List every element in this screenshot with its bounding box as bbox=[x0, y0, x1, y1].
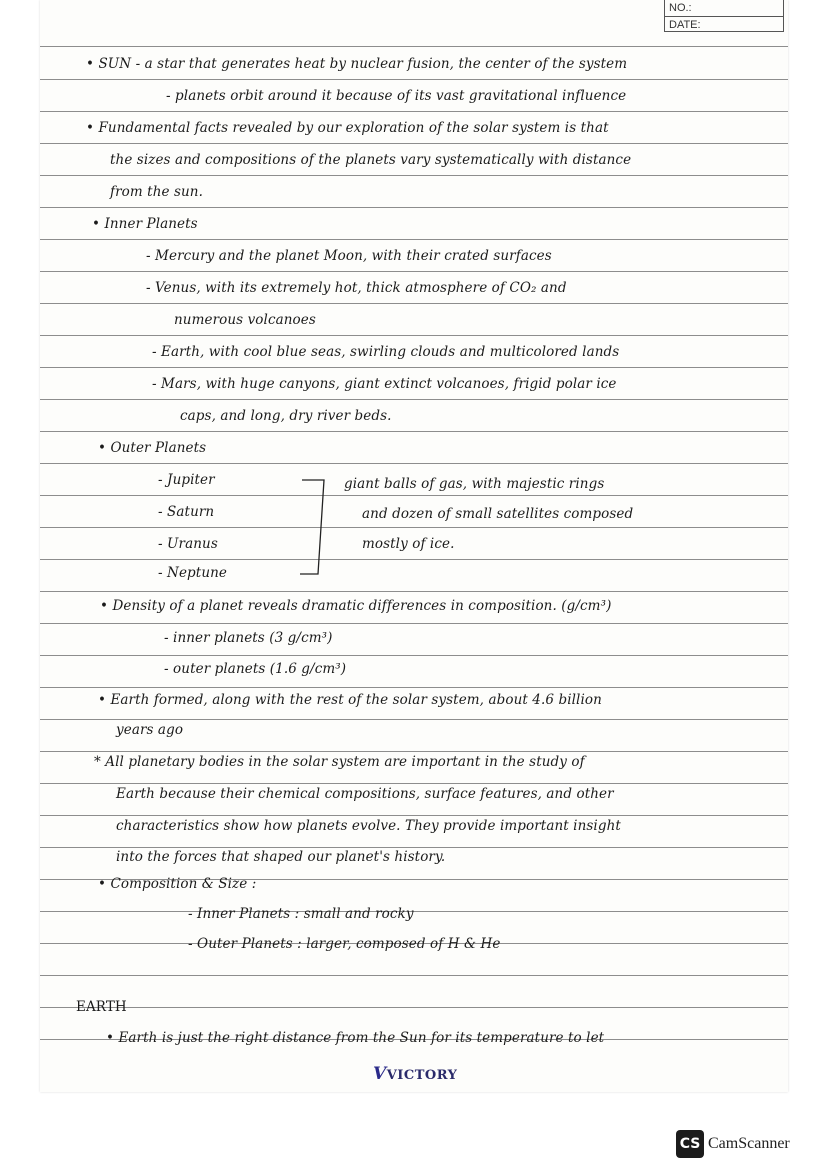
note-line-neptune: - Neptune bbox=[158, 565, 227, 581]
note-line-volcanoes: numerous volcanoes bbox=[174, 312, 316, 328]
victory-wordmark: VICTORY bbox=[386, 1068, 458, 1083]
heading-composition-size: • Composition & Size : bbox=[98, 876, 257, 892]
note-line-planetary-bodies: * All planetary bodies in the solar system are important in the study of bbox=[94, 754, 585, 770]
ruled-line bbox=[40, 207, 788, 208]
victory-brand bbox=[373, 1064, 457, 1084]
bracket-stroke bbox=[300, 480, 324, 574]
note-line-density: • Density of a planet reveals dramatic differences in composition. (g/cm³) bbox=[100, 598, 612, 614]
ruled-line bbox=[40, 655, 788, 656]
note-line-chemical: Earth because their chemical compositions, surface features, and other bbox=[116, 786, 614, 802]
ruled-line bbox=[40, 847, 788, 848]
ruled-line bbox=[40, 623, 788, 624]
ruled-line bbox=[40, 303, 788, 304]
note-line-jupiter: - Jupiter bbox=[158, 472, 215, 488]
note-line-mars: - Mars, with huge canyons, giant extinct volcanoes, frigid polar ice bbox=[152, 376, 617, 392]
note-line-earth-distance: • Earth is just the right distance from the Sun for its temperature to let bbox=[106, 1030, 605, 1046]
ruled-line bbox=[40, 175, 788, 176]
camscanner-watermark bbox=[676, 1129, 790, 1159]
camscanner-name: CamScanner bbox=[708, 1135, 790, 1152]
note-line-earth: - Earth, with cool blue seas, swirling clouds and multicolored lands bbox=[152, 344, 620, 360]
ruled-line bbox=[40, 495, 788, 496]
bracket-outer-planets bbox=[298, 474, 338, 578]
ruled-line bbox=[40, 46, 788, 47]
note-line-ice: mostly of ice. bbox=[362, 536, 455, 552]
heading-outer-planets: • Outer Planets bbox=[98, 440, 207, 456]
ruled-line bbox=[40, 975, 788, 976]
note-line-sizes: the sizes and compositions of the planets vary systematically with distance bbox=[110, 152, 632, 168]
ruled-line bbox=[40, 111, 788, 112]
ruled-line bbox=[40, 335, 788, 336]
note-line-fundamental: • Fundamental facts revealed by our exploration of the solar system is that bbox=[86, 120, 609, 136]
note-line-mars-caps: caps, and long, dry river beds. bbox=[180, 408, 392, 424]
camscanner-logo-icon: CS bbox=[676, 1130, 704, 1158]
note-line-sun: • SUN - a star that generates heat by nuclear fusion, the center of the system bbox=[86, 56, 628, 72]
ruled-line bbox=[40, 687, 788, 688]
ruled-line bbox=[40, 143, 788, 144]
ruled-line bbox=[40, 431, 788, 432]
ruled-line bbox=[40, 783, 788, 784]
ruled-line bbox=[40, 1007, 788, 1008]
note-line-inner-density: - inner planets (3 g/cm³) bbox=[164, 630, 333, 646]
note-line-gas-giants: giant balls of gas, with majestic rings bbox=[344, 476, 605, 492]
notebook-page bbox=[40, 0, 788, 1092]
note-line-characteristics: characteristics show how planets evolve. They provide important insight bbox=[116, 818, 621, 834]
ruled-line bbox=[40, 911, 788, 912]
ruled-line bbox=[40, 815, 788, 816]
note-line-years-ago: years ago bbox=[116, 722, 184, 738]
note-line-forces: into the forces that shaped our planet's history. bbox=[116, 849, 446, 865]
note-line-mercury: - Mercury and the planet Moon, with their crated surfaces bbox=[146, 248, 552, 264]
ruled-line bbox=[40, 751, 788, 752]
note-line-satellites: and dozen of small satellites composed bbox=[362, 506, 634, 522]
note-line-venus: - Venus, with its extremely hot, thick atmosphere of CO₂ and bbox=[146, 280, 567, 296]
note-line-orbit: - planets orbit around it because of its vast gravitational influence bbox=[166, 88, 627, 104]
ruled-line bbox=[40, 399, 788, 400]
ruled-line bbox=[40, 463, 788, 464]
heading-inner-planets: • Inner Planets bbox=[92, 216, 198, 232]
ruled-line bbox=[40, 239, 788, 240]
ruled-line bbox=[40, 79, 788, 80]
victory-v-mark: V bbox=[373, 1064, 387, 1084]
note-line-uranus: - Uranus bbox=[158, 536, 218, 552]
note-line-earth-formed: • Earth formed, along with the rest of the solar system, about 4.6 billion bbox=[98, 692, 602, 708]
ruled-line bbox=[40, 271, 788, 272]
ruled-line bbox=[40, 559, 788, 560]
note-line-from-sun: from the sun. bbox=[110, 184, 203, 200]
date-label: DATE: bbox=[669, 19, 701, 31]
note-line-saturn: - Saturn bbox=[158, 504, 215, 520]
note-line-inner-rocky: - Inner Planets : small and rocky bbox=[188, 906, 414, 922]
ruled-line bbox=[40, 591, 788, 592]
no-label: NO.: bbox=[665, 0, 783, 17]
note-line-outer-density: - outer planets (1.6 g/cm³) bbox=[164, 661, 347, 677]
no-date-box bbox=[664, 0, 784, 32]
ruled-line bbox=[40, 367, 788, 368]
ruled-line bbox=[40, 719, 788, 720]
note-line-outer-gas: - Outer Planets : larger, composed of H & He bbox=[188, 936, 501, 952]
heading-earth: EARTH bbox=[76, 999, 127, 1015]
ruled-line bbox=[40, 527, 788, 528]
